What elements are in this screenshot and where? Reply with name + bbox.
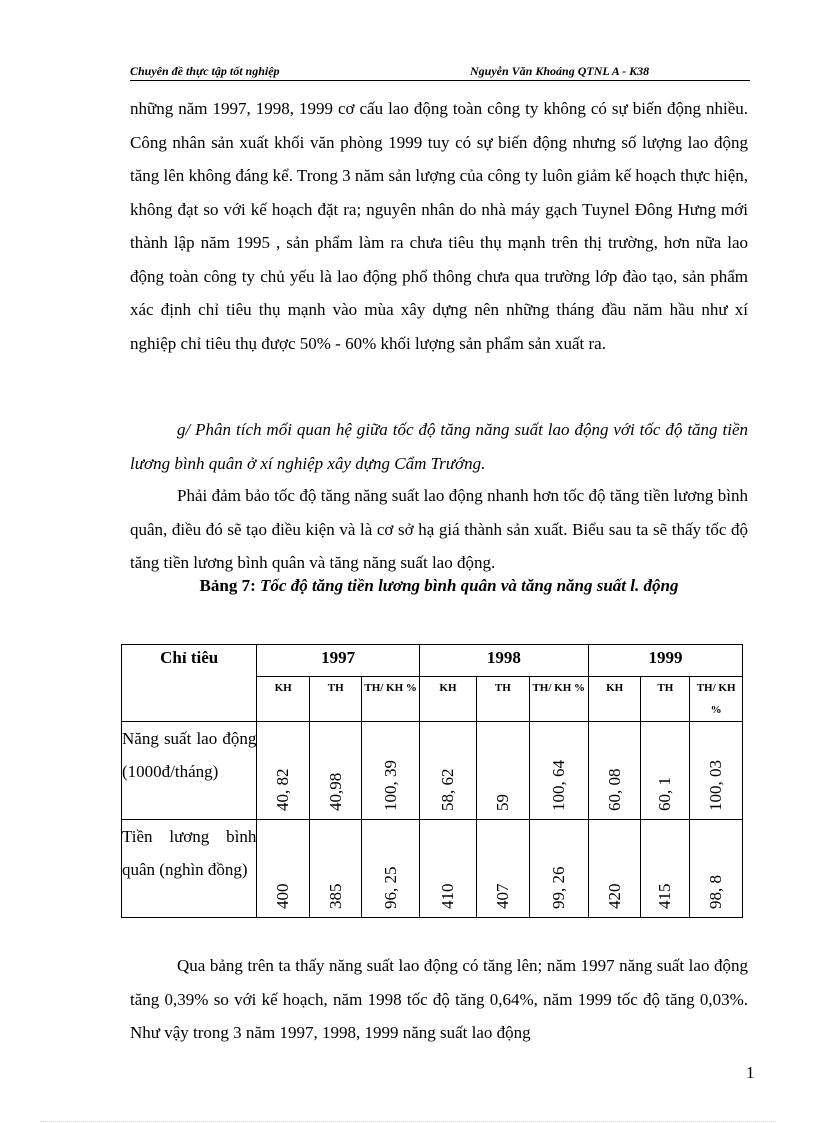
table-cell (690, 722, 743, 820)
cell-value: 407 (492, 883, 512, 909)
header-author: Nguyễn Văn Khoáng QTNL A - K38 (470, 64, 650, 78)
table-cell (529, 722, 588, 820)
subheader-actual: TH (641, 677, 690, 722)
header-year-1997: 1997 (257, 645, 420, 677)
section-g-text: g/ Phân tích mối quan hệ giữa tốc độ tăng năng suất lao động với tốc độ tăng tiền lương bình quân ở xí nghiệp xây dựng Cẩm Trướng. (130, 420, 748, 473)
table-cell (419, 820, 476, 918)
subheader-ratio: TH/ KH % (362, 677, 419, 722)
cell-value: 100, 03 (706, 760, 726, 811)
header-year-1999: 1999 (588, 645, 742, 677)
table-cell (362, 820, 419, 918)
paragraph-table-analysis: Qua bảng trên ta thấy năng suất lao động có tăng lên; năm 1997 năng suất lao động tăng 0,39% so với kế hoạch, năm 1998 tốc độ tăng 0,64%, năm 1999 tốc độ tăng 0,03%. Như vậy trong 3 năm 1997, 1998, 1999 năng suất lao động (130, 956, 748, 1042)
page-header (130, 62, 750, 81)
subheader-ratio: TH/ KH % (690, 677, 743, 722)
table-cell (690, 820, 743, 918)
subheader-plan: KH (419, 677, 476, 722)
page-number: 1 (746, 1063, 755, 1082)
cell-value: 60, 08 (604, 768, 624, 811)
subheader-plan: KH (257, 677, 310, 722)
subheader-actual: TH (309, 677, 362, 722)
footer-divider (40, 1121, 776, 1122)
cell-value: 410 (437, 883, 457, 909)
table-cell (362, 722, 419, 820)
subheader-actual: TH (477, 677, 530, 722)
table-cell (257, 722, 310, 820)
cell-value: 420 (604, 883, 624, 909)
header-document-title: Chuyên đề thực tập tốt nghiệp (130, 64, 280, 78)
cell-value: 59 (492, 794, 512, 811)
subheader-ratio: TH/ KH % (529, 677, 588, 722)
cell-value: 100, 64 (548, 760, 568, 811)
table-cell (257, 820, 310, 918)
table-cell (419, 722, 476, 820)
paragraph-productivity-requirement: Phải đảm bảo tốc độ tăng năng suất lao động nhanh hơn tốc độ tăng tiền lương bình quân, điều đó sẽ tạo điều kiện và là cơ sở hạ giá thành sản xuất. Biểu sau ta sẽ thấy tốc độ tăng tiền lương bình quân và tăng năng suất lao động. (130, 486, 748, 572)
row-label-average-wage: Tiền lương bình quân (nghìn đồng) (122, 820, 257, 918)
cell-value: 99, 26 (548, 866, 568, 909)
header-year-1998: 1998 (419, 645, 588, 677)
table-cell (477, 820, 530, 918)
table-cell (641, 820, 690, 918)
header-indicator: Chỉ tiêu (122, 645, 257, 722)
paragraph-workforce-structure: những năm 1997, 1998, 1999 cơ cấu lao động toàn công ty không có sự biến động nhiều. Công nhân sản xuất khối văn phòng 1999 tuy có sự biến động nhưng số lượng lao động tăng lên không đáng kể. Trong 3 năm sản lượng của công ty luôn giảm kế hoạch thực hiện, không đạt so với kế hoạch đặt ra; nguyên nhân do nhà máy gạch Tuynel Đông Hưng mới thành lập năm 1995 , sản phẩm làm ra chưa tiêu thụ mạnh trên thị trường, hơn nữa lao động toàn công ty chủ yếu là lao động phổ thông chưa qua trường lớp đào tạo, sản phẩm xác định chỉ tiêu thụ mạnh vào mùa xây dựng nên những tháng đầu năm hầu như xí nghiệp chỉ tiêu thụ được 50% - 60% khối lượng sản phẩm sản xuất ra. (130, 99, 748, 353)
table-row (122, 820, 743, 918)
subheader-plan: KH (588, 677, 641, 722)
cell-value: 40,98 (325, 772, 345, 811)
cell-value: 60, 1 (655, 777, 675, 811)
table-caption-title: Tốc độ tăng tiền lương bình quân và tăng năng suất l. động (260, 576, 679, 595)
table-cell (309, 820, 362, 918)
table-cell (588, 820, 641, 918)
table-cell (529, 820, 588, 918)
cell-value: 415 (655, 883, 675, 909)
cell-value: 96, 25 (380, 866, 400, 909)
cell-value: 400 (273, 883, 293, 909)
cell-value: 385 (325, 883, 345, 909)
cell-value: 40, 82 (273, 768, 293, 811)
table-cell (477, 722, 530, 820)
cell-value: 100, 39 (380, 760, 400, 811)
table-row (122, 722, 743, 820)
table-cell (309, 722, 362, 820)
table-caption (130, 576, 748, 596)
section-g-heading (130, 413, 748, 480)
wage-productivity-table (121, 644, 743, 918)
row-label-productivity: Năng suất lao động (1000đ/tháng) (122, 722, 257, 820)
table-cell (641, 722, 690, 820)
cell-value: 98, 8 (706, 875, 726, 909)
table-cell (588, 722, 641, 820)
table-caption-label: Bảng 7: (199, 576, 256, 595)
cell-value: 58, 62 (437, 768, 457, 811)
